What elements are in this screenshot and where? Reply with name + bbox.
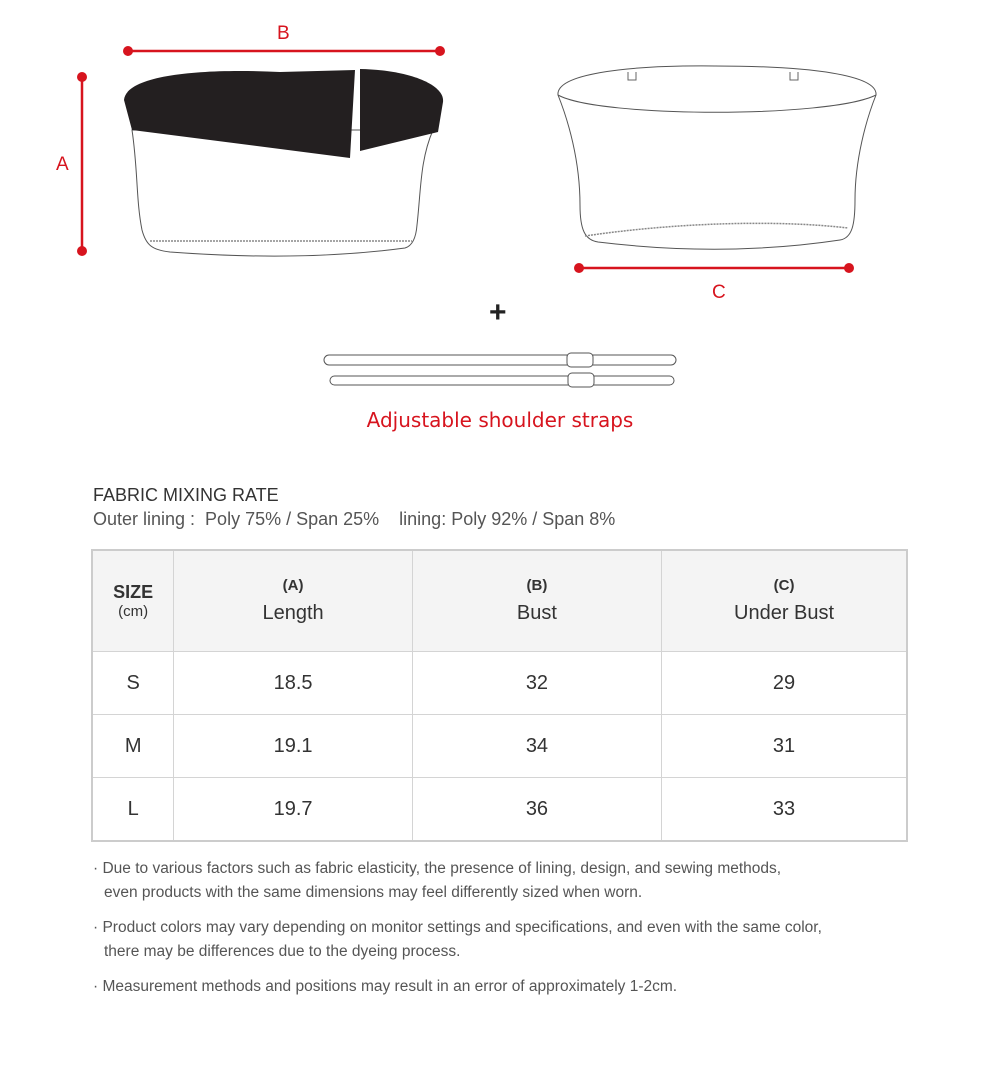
bust-cell: 32 xyxy=(412,652,661,715)
column-header-bust: (B) Bust xyxy=(412,550,661,652)
bust-cell: 36 xyxy=(412,778,661,842)
length-cell: 19.1 xyxy=(174,715,412,778)
column-header-length: (A) Length xyxy=(174,550,412,652)
bust-cell: 34 xyxy=(412,715,661,778)
size-header: SIZE (cm) xyxy=(92,550,174,652)
plus-sign: + xyxy=(489,296,507,329)
shoulder-straps-drawing xyxy=(324,353,676,387)
under-bust-cell: 33 xyxy=(662,778,907,842)
size-cell: L xyxy=(92,778,174,842)
table-row xyxy=(92,715,907,778)
column-header-under-bust: (C) Under Bust xyxy=(662,550,907,652)
label-a: A xyxy=(56,154,69,175)
size-cell: S xyxy=(92,652,174,715)
table-row xyxy=(92,778,907,842)
under-bust-cell: 29 xyxy=(662,652,907,715)
back-view-drawing xyxy=(558,66,876,249)
note-color: · Product colors may vary depending on monitor settings and specifications, and even with the same color, there may be differences due to the dyeing process. xyxy=(93,919,822,960)
label-c: C xyxy=(712,282,726,303)
size-table xyxy=(91,549,908,842)
table-row xyxy=(92,652,907,715)
fabric-title: FABRIC MIXING RATE xyxy=(93,485,279,505)
garment-diagram xyxy=(0,0,1000,460)
table-header-row xyxy=(92,550,907,652)
length-cell: 19.7 xyxy=(174,778,412,842)
under-bust-cell: 31 xyxy=(662,715,907,778)
note-fit: · Due to various factors such as fabric elasticity, the presence of lining, design, and sewing methods, even products with the same dimensions may feel differently sized when worn. xyxy=(93,860,782,901)
note-measurement: · Measurement methods and positions may result in an error of approximately 1-2cm. xyxy=(93,978,678,995)
size-cell: M xyxy=(92,715,174,778)
front-view-drawing xyxy=(124,69,443,256)
label-b: B xyxy=(277,23,290,44)
straps-caption: Adjustable shoulder straps xyxy=(366,408,634,432)
length-cell: 18.5 xyxy=(174,652,412,715)
fabric-composition: Outer lining : Poly 75% / Span 25% lining: Poly 92% / Span 8% xyxy=(93,509,616,529)
